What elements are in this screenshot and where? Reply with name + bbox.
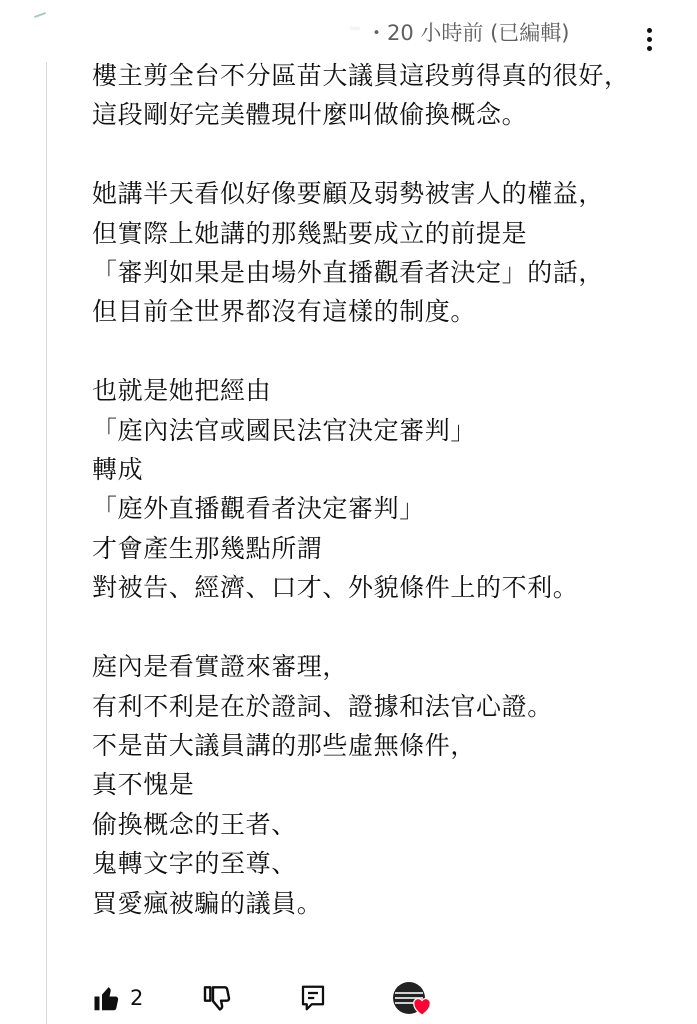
comment-text: 樓主剪全台不分區苗大議員這段剪得真的很好， 這段剛好完美體現什麼叫做偷換概念。 她講半天看似好像要顧及弱勢被害人的權益， 但實際上她講的那幾點要成立的前提是 「審判如果是由場外直播觀看者決定」的話， 但目前全世界都沒有這樣的制度。 也就是她把經由 「庭內法官或國民法官決定審判」 轉成 「庭外直播觀看者決定審判」 才會產生那幾點所謂 對被告、經濟、口才、外貌條件上的不利。 庭內是看實證來審理， 有利不利是在於證詞、證據和法官心證。 不是苗大議員講的那些虛無條件， 真不愧是 偷換概念的王者、 鬼轉文字的至尊、 買愛瘋被騙的議員。 <box>92 61 630 918</box>
avatar-stripe <box>395 992 423 994</box>
like-count: 2 <box>130 986 144 1010</box>
thumbs-up-icon <box>92 984 122 1014</box>
comment-meta: ・20 小時前 (已編輯) <box>366 21 570 45</box>
more-actions-button[interactable] <box>635 22 665 56</box>
dislike-button[interactable] <box>201 980 233 1016</box>
comment-header <box>0 18 697 52</box>
like-button[interactable] <box>92 980 152 1016</box>
author-fragment[interactable]: … <box>350 21 360 32</box>
more-dot-3 <box>647 46 652 51</box>
creator-heart-icon <box>411 996 433 1016</box>
thread-line <box>46 62 47 1024</box>
more-dot-2 <box>647 37 652 42</box>
more-dot-1 <box>647 28 652 33</box>
thumbs-down-icon <box>201 982 233 1014</box>
creator-heart[interactable] <box>393 980 435 1016</box>
reply-button[interactable] <box>298 980 328 1016</box>
reply-icon <box>298 983 328 1013</box>
comment-action-bar <box>0 976 697 1020</box>
